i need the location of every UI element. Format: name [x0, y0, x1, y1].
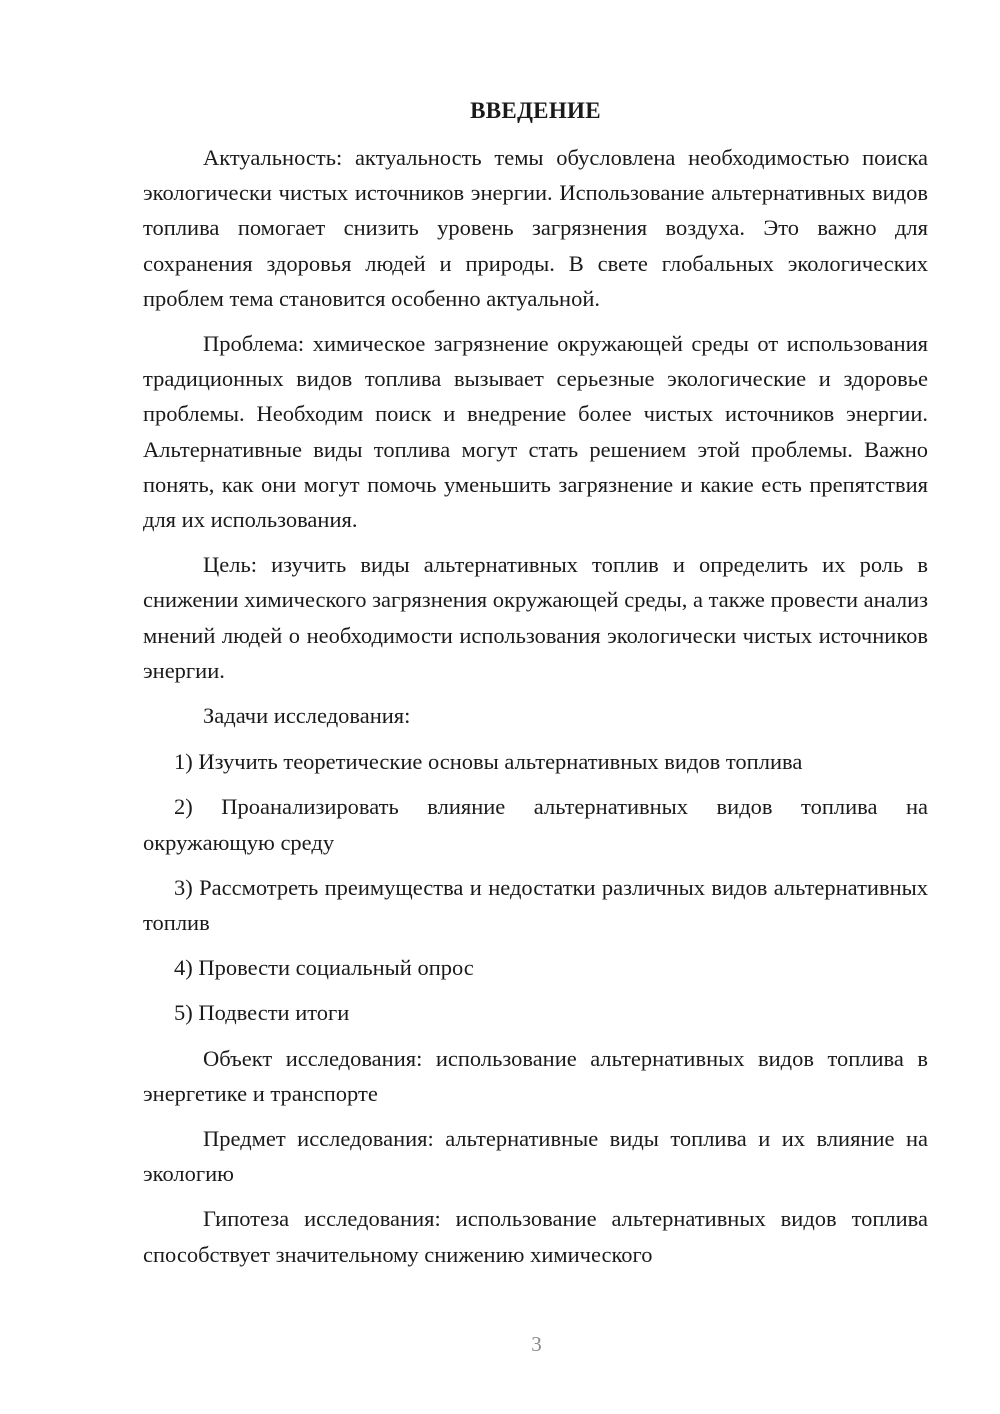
- task-item-3: 3) Рассмотреть преимущества и недостатки различных видов альтернативных топлив: [143, 874, 928, 936]
- section-heading: ВВЕДЕНИЕ: [470, 98, 601, 123]
- problem-paragraph: Проблема: химическое загрязнение окружающей среды от использования традиционных видов топлива вызывает серьезные экологические и здоровье проблемы. Необходим поиск и внедрение более чистых источников энергии. Альтернативные виды топлива могут стать решением этой проблемы. Важно понять, как они могут помочь уменьшить загрязнение и какие есть препятствия для их использования.: [143, 331, 928, 533]
- task-item-4: 4) Провести социальный опрос: [174, 955, 474, 981]
- tasks-title: Задачи исследования:: [203, 703, 411, 729]
- document-page: [143, 93, 928, 1272]
- page-number: 3: [531, 1332, 542, 1356]
- goal-paragraph: Цель: изучить виды альтернативных топлив и определить их роль в снижении химического загрязнения окружающей среды, а также провести анализ мнений людей о необходимости использования экологически чистых источников энергии.: [143, 552, 928, 683]
- task-item-5: 5) Подвести итоги: [174, 1000, 350, 1026]
- subject-paragraph: Предмет исследования: альтернативные виды топлива и их влияние на экологию: [143, 1126, 928, 1187]
- hypothesis-paragraph: Гипотеза исследования: использование альтернативных видов топлива способствует значительному снижению химического: [143, 1206, 928, 1267]
- object-paragraph: Объект исследования: использование альтернативных видов топлива в энергетике и транспорте: [143, 1045, 928, 1106]
- task-item-2: 2) Проанализировать влияние альтернативных видов топлива на окружающую среду: [143, 794, 928, 855]
- relevance-paragraph: Актуальность: актуальность темы обусловлена необходимостью поиска экологически чистых источников энергии. Использование альтернативных видов топлива помогает снизить уровень загрязнения воздуха. Это важно для сохранения здоровья людей и природы. В свете глобальных экологических проблем тема становится особенно актуальной.: [143, 145, 928, 311]
- task-item-1: 1) Изучить теоретические основы альтернативных видов топлива: [174, 749, 803, 775]
